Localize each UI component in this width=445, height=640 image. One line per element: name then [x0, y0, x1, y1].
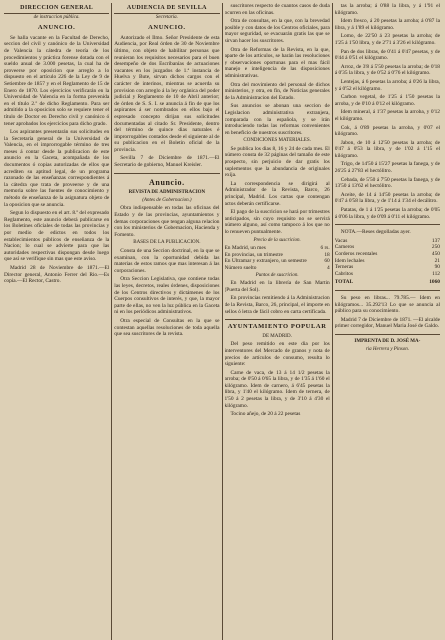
price-row-value: 6 rs. [320, 245, 330, 252]
announcement-title: Anuncio. [149, 177, 185, 187]
subsection-title: Precio de la suscricion. [253, 237, 301, 243]
total-label: TOTAL [334, 279, 354, 286]
paragraph: Del peso remitido en este dia por los interventores del Mercado de granos y nota de precios de artículos de consumo, resulta lo siguiente: [224, 341, 330, 368]
paragraph: Otra del movimiento del personal de dichos ministerios, y otra, en fin, de Noticias generales de la Administracion del Estado. [224, 81, 330, 101]
announcement-title: ANUNCIO. [37, 24, 76, 32]
livestock-row [335, 251, 440, 258]
paragraph: tas la arroba; á 0'88 la libra, y á 1'91 el kilógramo. [334, 3, 440, 16]
divider [335, 224, 440, 225]
paragraph: La correspondencia se dirigirá al Administrador de la Revista, Barco, 26 principal, Madrid. Los cartas que contengan actos deberán certificarse. [224, 180, 330, 207]
price-row-value: 18 [324, 251, 330, 258]
column-3 [225, 3, 333, 640]
price-list [225, 245, 330, 271]
paragraph: Se publica los dias 8, 16 y 24 de cada mes. El número consta de 32 páginas del tamaño de este prospecto, sin perjuicio de dar gratis los suplementos que la abundancia de originales exija. [224, 145, 330, 179]
paragraph: Lentejas, á 6 pesetas la arroba; á 0'26 la libra, y á 0'52 el kilógramo. [334, 78, 440, 92]
paragraph: Otra Seccion Legislativa, que contiene todas las leyes, decretos, reales órdenes, disposiciones de los Centros directivos y dictámenes de los Cuerpos consultivos de interés, y que, la mayor parte de ellas, no ven la luz pública en la Gaceta ni en los periódicos administrativos. [114, 276, 220, 316]
paragraph: Carbon vegetal, de 1'25 á 1'50 pesetas la arroba, y de 0'10 á 0'12 el kilógramo. [334, 94, 440, 107]
column-2 [114, 3, 222, 640]
paragraph: Autorizado el Ilmo. Señor Presidente de esta Audiencia, por Real órden de 30 de Noviembre último, con objeto de habilitar personas que reunieran los requisitos necesarios para el buen desempeño de dos Escribanías de actuaciones vacantes en los juzgados de 1.ª instancia de Huelva y Bute, sirvan dichos cargos con el carácter de interinos, mientras se acuerda su provision con arreglo á la ley orgánica del poder judicial y Reglamento de 10 de Abril anterior; de órden de S. S. I. se anuncia á fin de que los aspirantes á ser nombrados en ellos bajo el espresado concepto dirijan sus solicitudes documentadas al citado Sr. Presidente, dentro del término de quince dias naturales é improrrogables contados desde el siguiente al de su publicacion en el Boletin oficial de la provincia. [114, 34, 220, 153]
livestock-list [335, 238, 440, 278]
total-row [335, 279, 440, 286]
subsection-title: BASES DE LA PUBLICACION. [133, 240, 201, 246]
livestock-row-label: Corderos recentales [334, 251, 378, 257]
paragraph: En provincias remitiendo á la Administracion de la Revista, Barco, 26, principal, el importe en sellos ó letra de fácil cobro en carta certificada. [224, 295, 330, 315]
section-header: AUDIENCIA DE SEVILLA [114, 5, 219, 14]
paragraph: Pan de dos libras, de 0'41 á 0'47 pesetas, y de 0'44 á 0'51 el kilógramo. [334, 48, 440, 62]
paragraph: Sus anuncios se abonan una seccion de Legislacion administrativa extranjera, comparada con la española, y se irán introduciendo todas las reformas convenientes en beneficio de nuestros suscritores. [224, 103, 330, 136]
divider [225, 319, 330, 320]
paragraph: Otra de Reformas de la Revista, en la que, aparte de los articulos, se harán las resoluciones y observaciones oportunas para el mas fácil manejo e inteligencia de las disposiciones administrativas. [224, 46, 330, 79]
paragraph: Segun lo dispuesto en el art. 8.º del expresado Reglamento, este anuncio deberá publicarse en los Boletines oficiales de todas las provincias y por medio de edictos en todos los establecimientos públicos de enseñanza de la Nacion; lo cual se advierte para que las autoridades respectivas dispongan desde luego que así se verifique sin mas que este aviso. [4, 210, 110, 263]
announcement-title: ANUNCIO. [148, 24, 186, 32]
paragraph: Consta de una Seccion doctrinal, en la que se examinan, con la oportunidad debida las materias de estos ramos que mas interesan á las corporaciones. [114, 248, 220, 274]
livestock-row [335, 258, 440, 265]
paragraph: Los aspirantes presentarán sus solicitudes en la Secretaría general de la Universidad de Valencia, en el improrrogable término de tres meses á contar desde la publicacion de este anuncio en la Gaceta, acompañada de los documentos ó copias autorizadas de ellos que acrediten su aptitud legal, de un programa razonado de las enseñanzas correspondientes á la cátedra que trata de proveerse y de una memoria sobre las fuentes de conocimiento y método de enseñanza de la asignatura objeto de la oposicion que se anuncia. [4, 129, 110, 208]
divider [335, 334, 440, 335]
paragraph: Trigo, de 14'50 á 15'27 pesetas la fanega, y de 26'25 á 27'83 el hectólitro. [334, 161, 440, 175]
signature: Sevilla 7 de Diciembre de 1871.—El Secretario de gobierno, Manuel Kreisler. [114, 155, 220, 169]
price-row-label: En Madrid, un mes [224, 245, 266, 252]
paragraph: Patatas, de 1 á 1'25 pesetas la arroba; de 0'05 á 0'06 la libra, y de 0'09 á 0'11 el kilógramo. [334, 207, 440, 220]
paragraph: Cok, á 0'89 pesetas la arroba, y 0'07 el kilógramo. [334, 124, 440, 138]
total-value: 1060 [429, 279, 440, 286]
printer-imprint-sub: ria Herrera y Pinson. [365, 346, 409, 352]
paragraph: Cebada, de 5'50 á 7'50 pesetas la fanega, y de 13'50 á 13'62 el hectólitro. [334, 176, 440, 190]
paragraph: Lomo, de 22'50 á 23 pesetas la arroba; de 1'25 á 1'50 libra, y de 2'71 á 3'26 el kilógramo. [334, 33, 440, 46]
paragraph: Idem mineral, á 1'37 pesetas la arroba, y 0'12 el kilógramo. [334, 109, 440, 122]
price-row [225, 245, 330, 252]
signature: Madrid 7 de Diciembre de 1871. —El alcalde primer corregidor, Manuel Maria José de Galdo. [334, 316, 440, 330]
livestock-row [335, 271, 440, 278]
price-row-value: 60 [324, 258, 330, 265]
livestock-row-value: 21 [434, 257, 440, 264]
publication-title: REVISTA DE ADMINISTRACION [128, 190, 206, 196]
livestock-row-label: Cabritos [334, 270, 354, 277]
signature: Madrid 28 de Noviembre de 1871.—El Director general, Antonio Ferrer del Rio.—Es copia.—El Rector, Castro. [4, 264, 110, 285]
livestock-row-label: Vacas [334, 237, 348, 244]
paragraph: Otra de consultas, en la que, con la brevedad posible y con datos de los Centros oficiales, para mayor seguridad, se evacuarán gratis las que se sirvan hacer los suscritores. [224, 18, 330, 44]
subsection-title: DE MADRID. [262, 333, 292, 339]
announcement-title: AYUNTAMIENTO POPULAR [227, 323, 327, 331]
paragraph: Idem fresco, á 20 pesetas la arroba; á 0'87 la libra, y á 1'89 el kilógramo. [334, 18, 440, 31]
paragraph: Tocino añejo, de 20 á 22 pesetas [230, 411, 301, 418]
divider [335, 290, 440, 291]
printer-imprint: IMPRENTA DE D. JOSÉ MA- [354, 338, 421, 344]
paragraph: El pago de la suscricion se hará por trimestres anticipados, sin cuyo requisito no se servirá número alguno, así como tampoco á los que no lo renueven puntualmente. [224, 209, 330, 235]
paragraph: Su peso en libras... 79.785.— Idem en kilógramos... 35.292'13 Lo que se anuncia al público para su conocimiento. [334, 294, 440, 315]
livestock-row [335, 244, 440, 251]
column-4 [335, 3, 442, 640]
paragraph: Otra especial de Consultas en la que se contestan aquellas resoluciones de toda aquella que sea suscritores de la revista. [114, 317, 220, 338]
livestock-row [335, 238, 440, 245]
column-1 [4, 3, 112, 640]
price-row-label: En Ultramar y extranjero, un semestre [224, 258, 307, 265]
divider [114, 173, 219, 174]
livestock-row-label: Terneras [334, 264, 354, 271]
subsection-title: Puntos de suscricion. [255, 272, 299, 278]
paragraph: suscritores respecto de cuantos casos de duda ocurren en las oficinas. [224, 3, 330, 16]
livestock-row-label: Idem lechales [334, 257, 365, 264]
livestock-row [335, 264, 440, 271]
price-row [225, 265, 330, 272]
publication-subtitle: (Antes de Gobernacion.) [142, 197, 192, 203]
paragraph: Aceite, de 14 á 14'50 pesetas la arroba; de 0'47 á 0'58 la libra, y de 1'14 á 1'34 el decálitro. [334, 191, 440, 205]
paragraph: Jabon, de 10 á 12'50 pesetas la arroba; de 0'47 á 0'53 la libra, y de 1'02 á 1'15 el kilógramo. [334, 139, 440, 159]
price-row-label: En provincias, un trimestre [224, 251, 283, 258]
note: NOTA.—Reses degolladas ayer. [340, 229, 411, 236]
section-header: DIRECCION GENERAL [4, 5, 109, 14]
section-subheader: Secretaría. [155, 14, 178, 20]
paragraph: Arroz, de 3'8 á 5'50 pesetas la arroba; de 0'18 á 0'35 la libra, y de 0'52 á 0'76 el kilógramo. [334, 63, 440, 77]
price-row-value: 4 [327, 264, 330, 271]
livestock-row-value: 112 [432, 270, 440, 277]
section-subheader: de instruccion pública. [33, 14, 80, 20]
livestock-row-value: 250 [431, 244, 440, 251]
livestock-row-value: 137 [431, 237, 440, 244]
paragraph: Se halla vacante en la Facultad de Derecho, seccion del civil y canónico de la Universidad de Valencia la cátedra de teoría de los procedimientos y práctica forense dotada con el sueldo anual de 3.000 pesetas, la cual ha de proveerse por oposicion que arreglo a lo dispuesto en el artículo 226 de la Ley de 9 de Setiembre de 1857 y en el Reglamento de 15 de Enero de 1870. Los ejercicios verificarán en la Universidad de Valencia en la forma prevenida en el título 2.º de dicho Reglamento. Para ser admitido a la oposicion solo se requiere tener el título de Doctor en Derecho civil y canónico ó tener aprobados los ejercicios para dicho grado. [4, 34, 110, 127]
subsection-title: CONDICIONES MATERIALES. [243, 138, 311, 144]
paragraph: En Madrid en la librería de San Martin (Puerta del Sol). [224, 280, 330, 293]
paragraph: Carne de vaca, de 13 á 14 1/2 pesetas la arroba; de 0'50 á 0'65 la libra, y de 1'35 á 1'60 el kilógramo. Idem de carnero, á 6'45 pesetas la libra, y 1'40 el kilógramo. Idem de ternera, de 1'50 á 2 pesetas la libra, y de 3'10 á 4'30 el kilógramo. [224, 369, 330, 409]
livestock-row-value: 90 [434, 264, 440, 271]
price-row [225, 258, 330, 265]
price-row-label: Número suelto [224, 264, 257, 271]
livestock-row-label: Carneros [334, 244, 355, 251]
paragraph: Obra indispensable en todas las oficinas del Estado y de las provincias, ayuntamientos y demas corporaciones que tengan alguna relacion con los ministerios de Gobernacion, Hacienda y Fomento. [114, 205, 220, 238]
livestock-row-value: 450 [431, 251, 440, 257]
price-row [225, 252, 330, 259]
